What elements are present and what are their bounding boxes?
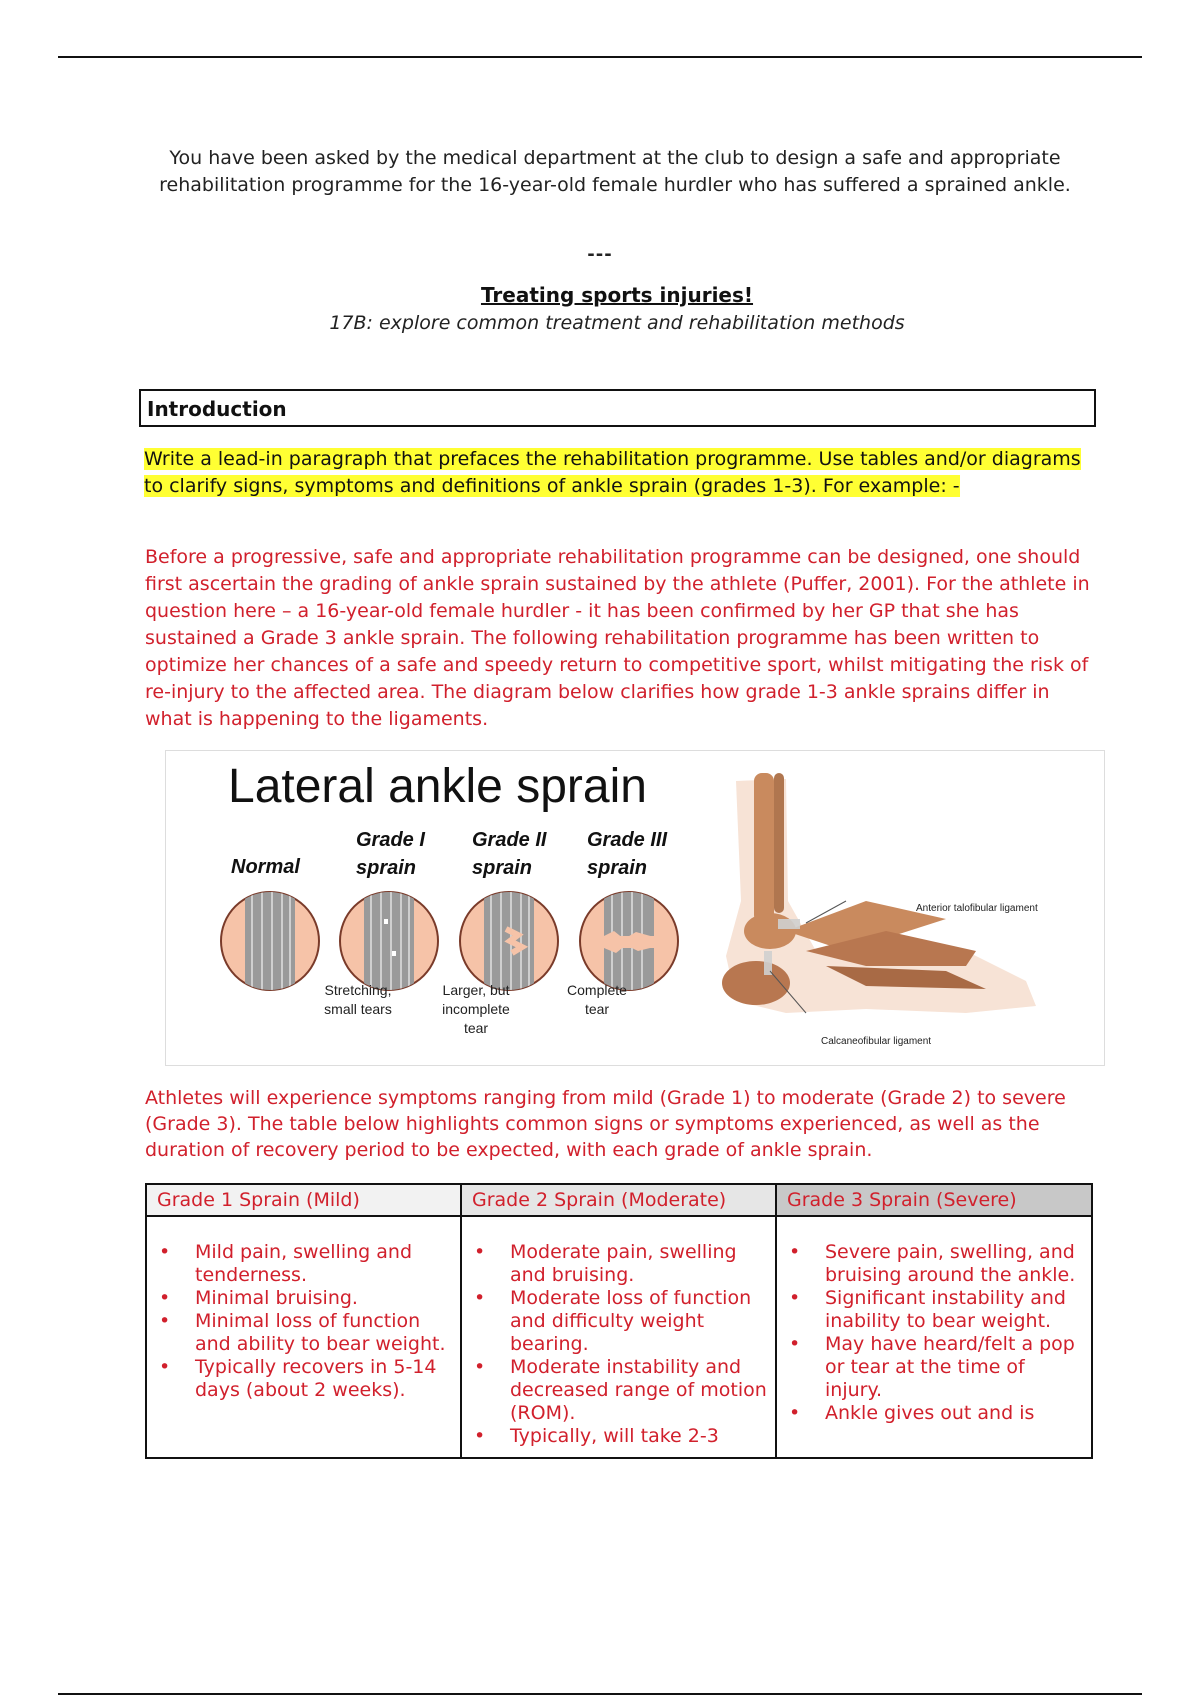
page-title: Treating sports injuries! xyxy=(480,283,754,307)
label-anterior-talofibular: Anterior talofibular ligament xyxy=(916,903,1038,914)
header-grade2: Grade 2 Sprain (Moderate) xyxy=(461,1184,776,1216)
caption-grade1 xyxy=(303,981,413,1019)
caption-grade1-line1: Stretching, xyxy=(324,982,392,998)
caption-grade2-line1: Larger, but xyxy=(442,982,510,998)
page-subtitle: 17B: explore common treatment and rehabilitation methods xyxy=(329,312,905,334)
introduction-heading: Introduction xyxy=(147,397,287,421)
symptoms-paragraph: Athletes will experience symptoms ranging from mild (Grade 1) to moderate (Grade 2) to severe (Grade 3). The table below highlights common signs or symptoms experienced, as well as the duration of recovery period to be expected, with each grade of ankle sprain. xyxy=(145,1087,1066,1161)
list-item: • Mild pain, swelling and tenderness. xyxy=(195,1241,456,1287)
label-calcaneofibular: Calcaneofibular ligament xyxy=(821,1036,932,1047)
list-item: • Moderate loss of function and difficulty weight bearing. xyxy=(510,1287,771,1356)
separator: --- xyxy=(587,244,613,265)
instruction-text xyxy=(144,446,1094,500)
ligament-grade2-icon xyxy=(460,886,558,996)
list-item: • Typically recovers in 5-14 days (about 2 weeks). xyxy=(195,1356,456,1402)
list-item: • Minimal bruising. xyxy=(195,1287,456,1310)
caption-grade3-line2: tear xyxy=(584,1001,610,1017)
header-grade1: Grade 1 Sprain (Mild) xyxy=(146,1184,461,1216)
caption-grade2-line2: incomplete xyxy=(442,1001,510,1017)
list-item: • Ankle gives out and is xyxy=(825,1402,1087,1425)
instruction-highlight: Write a lead-in paragraph that prefaces the rehabilitation programme. Use tables and/or diagrams to clarify signs, symptoms and definitions of ankle sprain (grades 1-3). For example: - xyxy=(144,448,1081,497)
label-grade2-line2: sprain xyxy=(472,857,533,879)
sprain-grades-table xyxy=(145,1183,1093,1459)
introduction-heading-box xyxy=(139,389,1096,427)
ligament-grade1-icon xyxy=(340,886,438,996)
assignment-brief: You have been asked by the medical department at the club to design a safe and appropriate rehabilitation programme for the 16-year-old female hurdler who has suffered a sprained ankle. xyxy=(159,147,1071,196)
label-grade1-line2: sprain xyxy=(356,857,417,879)
list-item: • May have heard/felt a pop or tear at the time of injury. xyxy=(825,1333,1087,1402)
header-grade3: Grade 3 Sprain (Severe) xyxy=(776,1184,1092,1216)
caption-grade1-line2: small tears xyxy=(324,1001,392,1017)
diagram-title: Lateral ankle sprain xyxy=(228,760,647,813)
caption-grade2 xyxy=(421,981,531,1038)
cell-grade3 xyxy=(776,1216,1092,1458)
label-normal: Normal xyxy=(231,856,300,878)
ligament-normal-icon xyxy=(221,886,319,996)
ankle-sprain-diagram xyxy=(165,750,1105,1066)
table-row xyxy=(146,1216,1092,1458)
list-item: • Moderate instability and decreased range of motion (ROM). xyxy=(510,1356,771,1425)
ankle-anatomy-icon xyxy=(722,773,1036,1013)
cell-grade2 xyxy=(461,1216,776,1458)
caption-grade3 xyxy=(542,981,652,1019)
table-header-row xyxy=(146,1184,1092,1216)
label-grade1-line1: Grade I xyxy=(356,829,425,851)
bottom-rule xyxy=(58,1693,1142,1695)
label-grade3-line1: Grade III xyxy=(587,829,668,851)
caption-grade2-line3: tear xyxy=(463,1020,489,1036)
top-rule xyxy=(58,56,1142,58)
list-item: • Minimal loss of function and ability to bear weight. xyxy=(195,1310,456,1356)
intro-paragraph: Before a progressive, safe and appropriate rehabilitation programme can be designed, one should first ascertain the grading of ankle sprain sustained by the athlete (Puffer, 2001). For the athlete in question here – a 16-year-old female hurdler - it has been confirmed by her GP that she has sustained a Grade 3 ankle sprain. The following rehabilitation programme has been written to optimize her chances of a safe and speedy return to competitive sport, whilst mitigating the risk of re-injury to the affected area. The diagram below clarifies how grade 1-3 ankle sprains differ in what is happening to the ligaments. xyxy=(145,546,1090,730)
caption-grade3-line1: Complete xyxy=(567,982,627,998)
list-item: • Severe pain, swelling, and bruising around the ankle. xyxy=(825,1241,1087,1287)
label-grade2-line1: Grade II xyxy=(472,829,547,851)
list-item: • Typically, will take 2-3 xyxy=(510,1425,771,1448)
list-item: • Moderate pain, swelling and bruising. xyxy=(510,1241,771,1287)
label-grade3-line2: sprain xyxy=(587,857,648,879)
cell-grade1 xyxy=(146,1216,461,1458)
list-item: • Significant instability and inability to bear weight. xyxy=(825,1287,1087,1333)
